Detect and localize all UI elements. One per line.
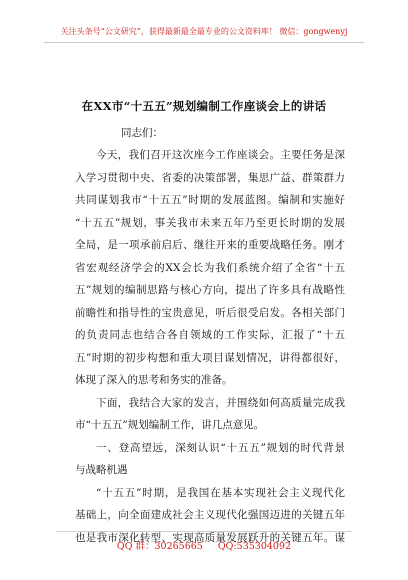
footer bbox=[0, 538, 408, 552]
footer-qq: QQ:535304092 bbox=[217, 541, 292, 552]
body-line: “十五五”时期，是我国在基本实现社会主义现代化 bbox=[96, 486, 345, 499]
body-line: 下面，我结合大家的发言，并围绕如何高质量完成我 bbox=[96, 396, 345, 409]
body-line: 与战略机遇 bbox=[75, 464, 128, 476]
body-line: 全局，是一项承前启后、继往开来的重要战略任务。刚才 bbox=[75, 239, 345, 251]
body-line: 省宏观经济学会的XX会长为我们系统介绍了全省“十五 bbox=[75, 261, 345, 274]
body-line: 五”规划的编制思路与核心方向，提出了许多具有战略性 bbox=[75, 284, 345, 296]
body-line: 市“十五五”规划编制工作，讲几点意见。 bbox=[75, 419, 265, 431]
body-line: 也是我市深化转型、实现高质量发展跃升的关键五年。谋 bbox=[75, 531, 345, 544]
body-line: 一、登高望远，深刻认识“十五五”规划的时代背景 bbox=[96, 441, 345, 454]
body-line: 五”时期的初步构想和重大项目谋划情况，讲得都很好， bbox=[75, 351, 345, 364]
body-line: 入学习贯彻中央、省委的决策部署，集思广益、群策群力 bbox=[75, 171, 345, 184]
body-line: 基础上，向全面建成社会主义现代化强国迈进的关键五年 bbox=[75, 509, 345, 521]
body-line: 体现了深入的思考和务实的准备。 bbox=[75, 374, 233, 386]
paragraph-lines bbox=[75, 144, 345, 549]
footer-rule bbox=[56, 531, 352, 532]
body-line: 共同谋划我市“十五五”时期的发展蓝图。编制和实施好 bbox=[75, 194, 345, 206]
body-line: 前瞻性和指导性的宝贵意见，听后很受启发。各相关部门 bbox=[75, 306, 345, 319]
body-line: “十五五”规划，事关我市未来五年乃至更长时期的发展 bbox=[75, 216, 345, 229]
salutation: 同志们： bbox=[121, 127, 163, 139]
body-line: 今天，我们召开这次座今工作座谈会。主要任务是深 bbox=[96, 149, 345, 161]
document-body bbox=[75, 118, 345, 549]
body-line: 的负责同志也结合各自领域的工作实际，汇报了“十五 bbox=[75, 329, 345, 341]
header-banner: 关注头条号“公文研究”，获得最新最全最专业的公文资料库！ 微信：gongwenyj bbox=[60, 27, 348, 36]
header-rule bbox=[44, 42, 364, 43]
document-title: 在XX市“十五五”规划编制工作座谈会上的讲话 bbox=[81, 99, 327, 113]
footer-qq-group: QQ 群：30265665 bbox=[116, 541, 203, 552]
